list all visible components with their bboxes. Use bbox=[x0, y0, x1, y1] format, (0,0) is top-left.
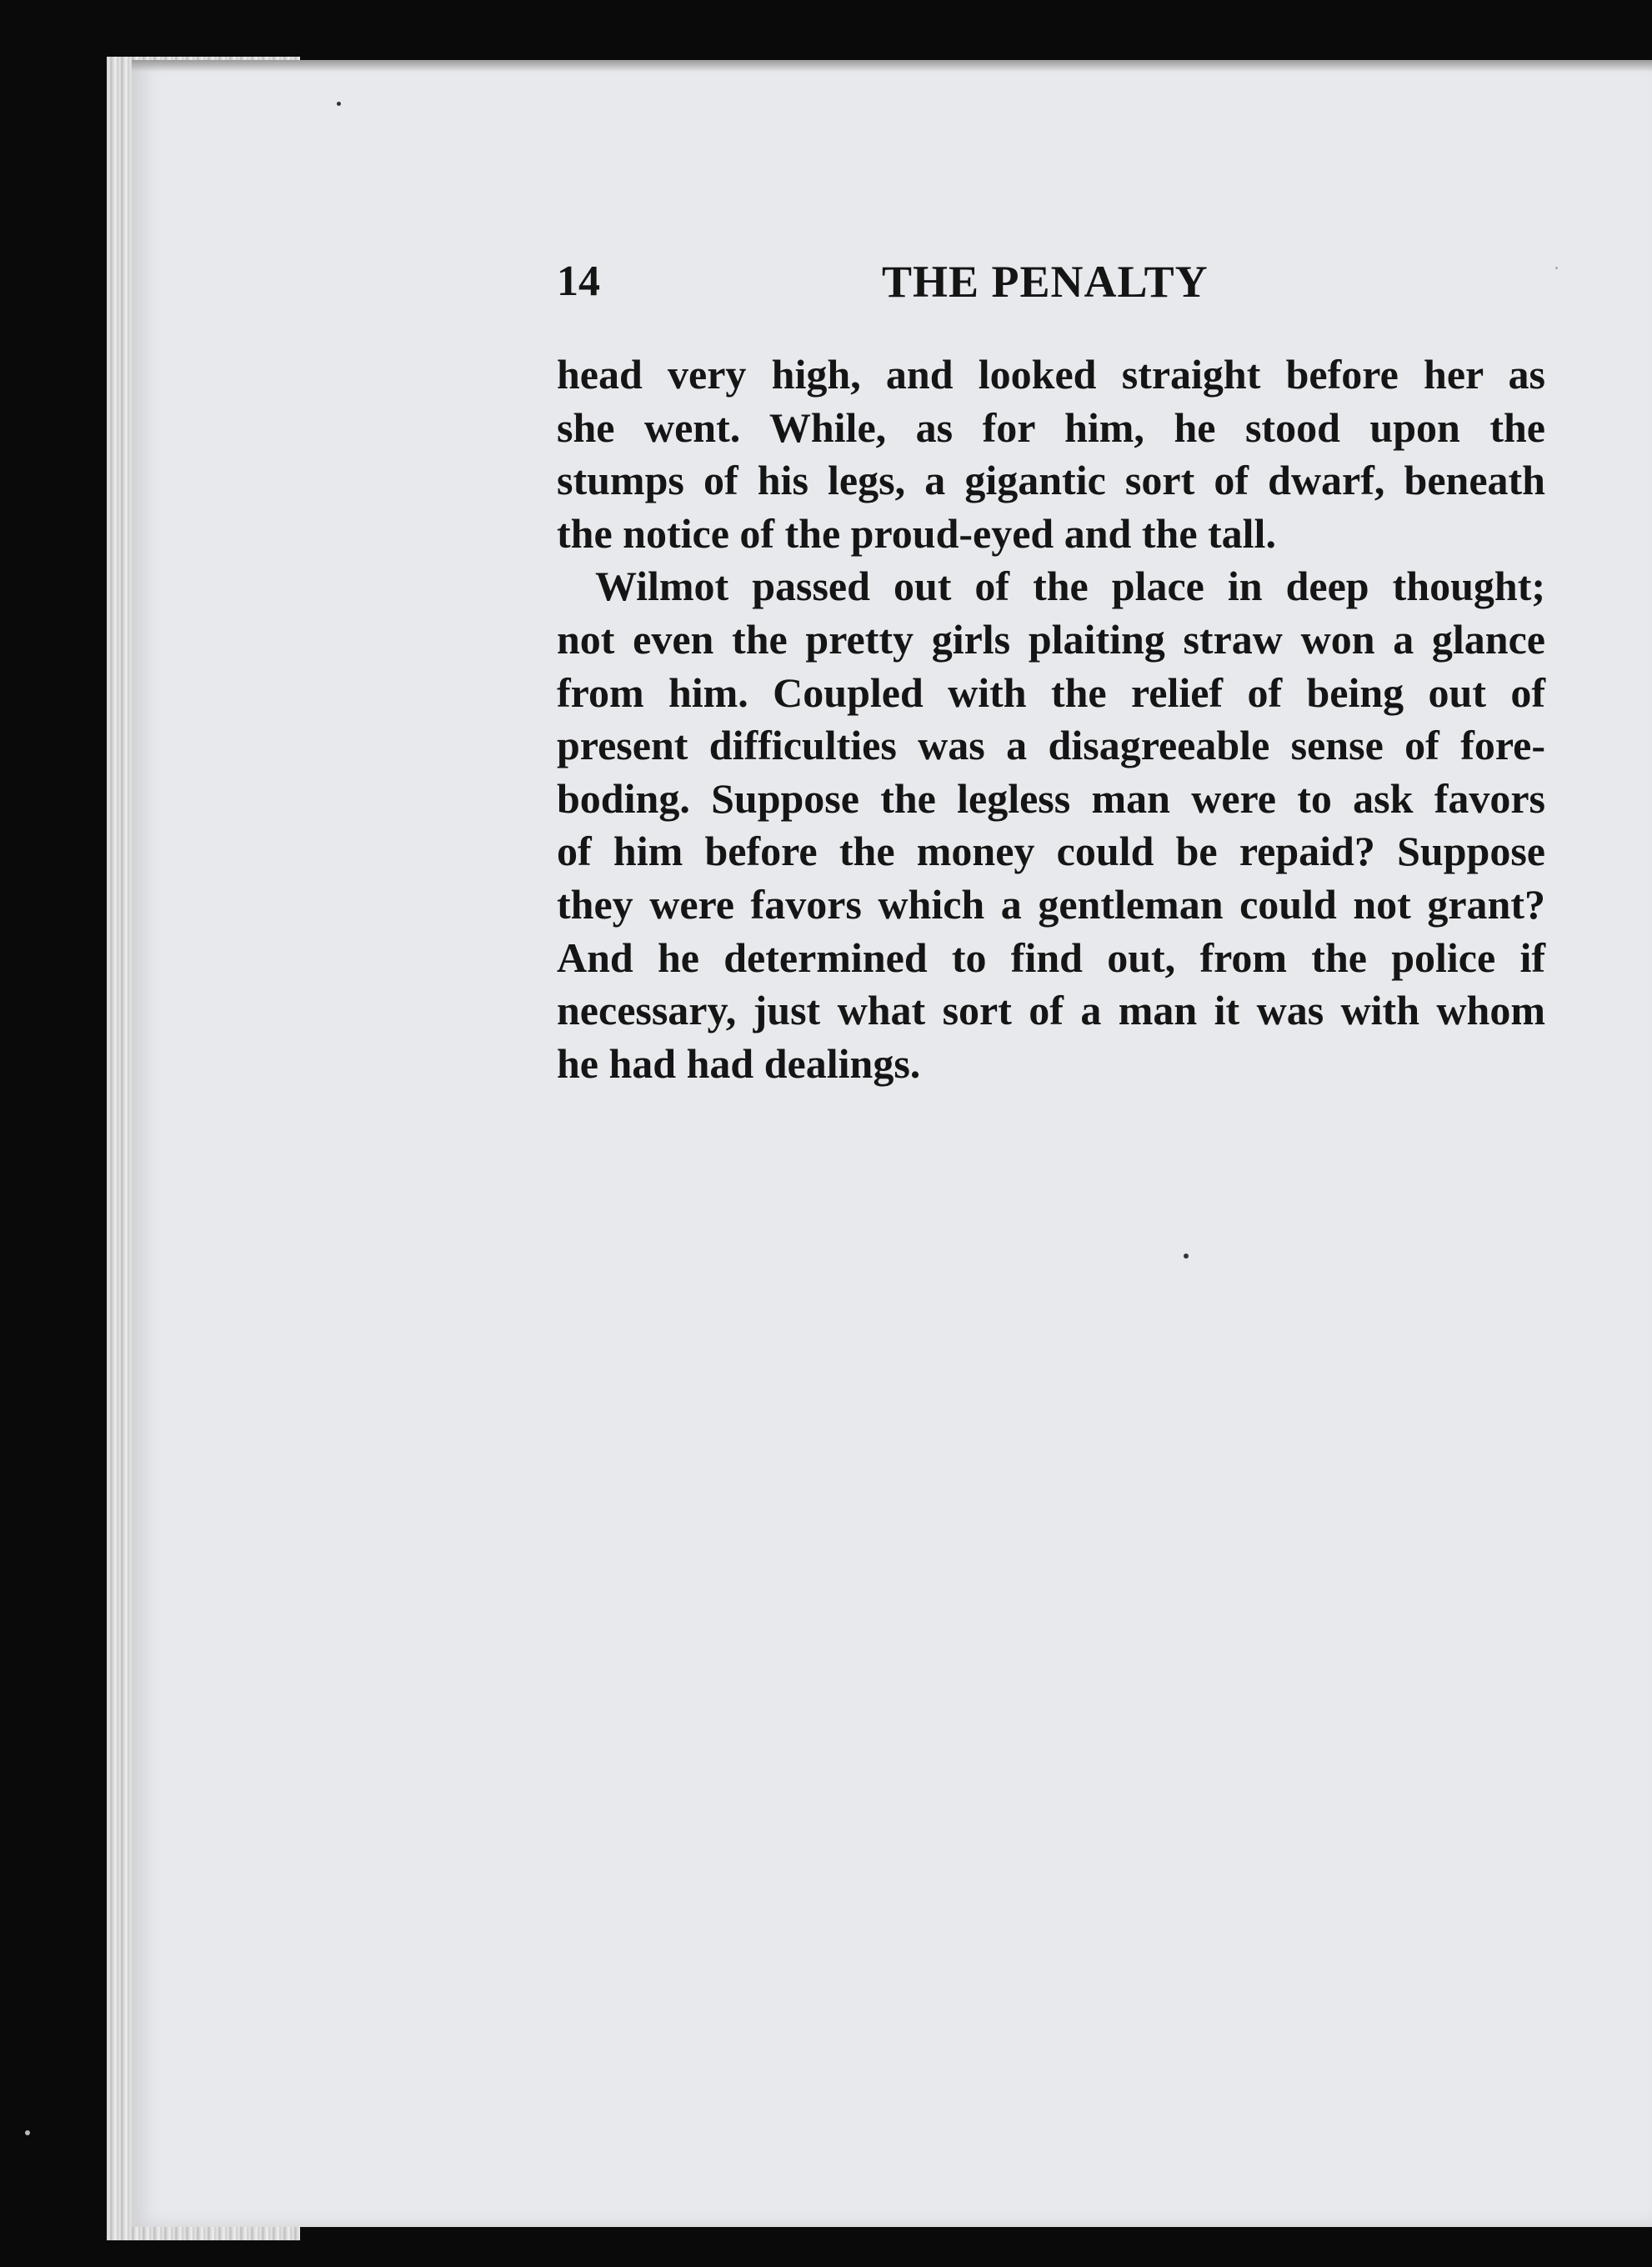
text-line: she went. While, as for him, he stood upon the bbox=[557, 403, 1545, 451]
scan-speck bbox=[25, 2130, 30, 2135]
text-line: boding. Suppose the legless man were to ask favors bbox=[557, 774, 1545, 822]
text-line: present difficulties was a disagreeable sense of fore- bbox=[557, 722, 1545, 769]
running-title: THE PENALTY bbox=[882, 257, 1209, 307]
page-number: 14 bbox=[557, 258, 600, 305]
text-line: not even the pretty girls plaiting straw won a glance bbox=[557, 615, 1545, 663]
text-line: the notice of the proud-eyed and the tall. bbox=[557, 509, 1276, 557]
scan-speck bbox=[1555, 267, 1558, 269]
text-line: Wilmot passed out of the place in deep thought; bbox=[595, 563, 1545, 610]
text-line: necessary, just what sort of a man it was with whom bbox=[557, 987, 1545, 1034]
paragraph-1 bbox=[557, 348, 1545, 560]
paper-speck bbox=[1184, 1254, 1189, 1259]
text-line: head very high, and looked straight before her as bbox=[557, 351, 1545, 398]
text-line: he had had dealings. bbox=[557, 1039, 921, 1087]
text-line: stumps of his legs, a gigantic sort of dwarf, beneath bbox=[557, 457, 1545, 504]
text-line: of him before the money could be repaid? Suppose bbox=[557, 828, 1545, 875]
paper-speck bbox=[337, 102, 341, 106]
running-header bbox=[557, 248, 1554, 315]
text-line: And he determined to find out, from the police if bbox=[557, 933, 1545, 981]
body-text bbox=[557, 348, 1545, 1090]
text-line: they were favors which a gentleman could not grant? bbox=[557, 880, 1545, 928]
text-line: from him. Coupled with the relief of being out of bbox=[557, 668, 1545, 716]
paragraph-2 bbox=[557, 560, 1545, 1090]
